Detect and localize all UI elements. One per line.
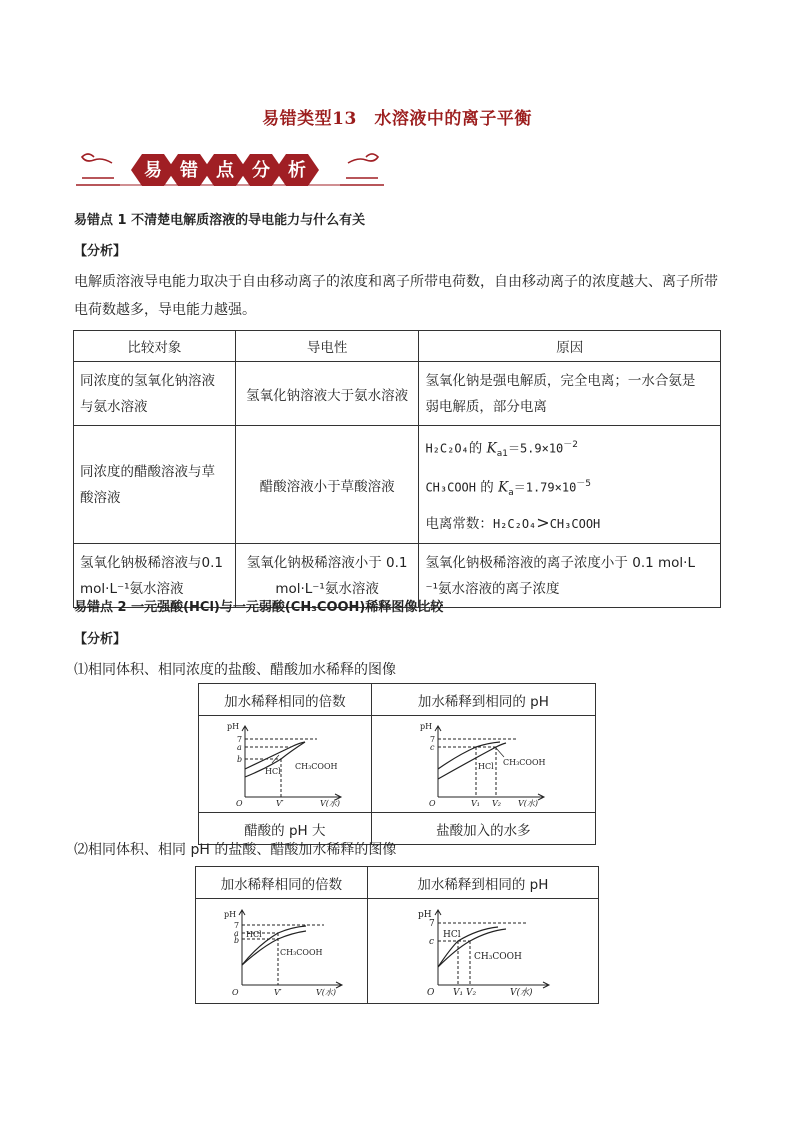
- dilution-table-1: [198, 683, 596, 845]
- ph-label: pH: [417, 910, 432, 920]
- table-header: 原因: [419, 331, 721, 362]
- table-cell: 盐酸加入的水多: [371, 813, 595, 845]
- point2-heading: 易错点 2 一元强酸(HCl)与一元弱酸(CH₃COOH)稀释图像比较: [74, 600, 444, 615]
- curve-label: HCl: [246, 930, 263, 939]
- table-row: [74, 362, 721, 426]
- value: ＝5.9×10: [507, 441, 564, 456]
- cell-text: 的: [476, 479, 499, 496]
- cell-line: 酸溶液: [80, 489, 121, 506]
- graph-same-ph-same-ph: [398, 901, 568, 997]
- table-header: 比较对象: [74, 331, 236, 362]
- k-subscript: a: [508, 488, 514, 499]
- tick-label: V₁: [452, 988, 463, 997]
- graph-same-ph-same-dilution: [206, 901, 356, 997]
- graph-cell: [199, 716, 372, 813]
- tick-label: c: [430, 743, 435, 752]
- tick-label: c: [428, 937, 434, 947]
- value: ＝1.79×10: [513, 480, 577, 495]
- banner-char: 点: [216, 160, 234, 181]
- origin-label: O: [232, 988, 239, 997]
- point1-heading: 易错点 1 不清楚电解质溶液的导电能力与什么有关: [74, 213, 366, 228]
- section-banner: [74, 145, 386, 195]
- curve-label: CH₃COOH: [473, 952, 522, 962]
- page-title: 易错类型13 水溶液中的离子平衡: [262, 109, 532, 129]
- cell-line: mol·L⁻¹氨水溶液: [275, 580, 379, 597]
- curve-label: HCl: [478, 762, 494, 771]
- cell-line: 氢氧化钠极稀溶液与0.1: [80, 554, 223, 571]
- axis-label: V(水): [316, 988, 337, 997]
- tick-label: 7: [430, 735, 436, 744]
- formula: H₂C₂O₄: [492, 517, 537, 532]
- origin-label: O: [429, 799, 436, 807]
- cell-line: mol·L⁻¹氨水溶液: [80, 580, 184, 597]
- cell-line: 弱电解质，部分电离: [425, 398, 547, 415]
- axis-label: V(水): [509, 988, 533, 997]
- cell-line: 与氨水溶液: [80, 398, 148, 415]
- table-header-row: [74, 331, 721, 362]
- table-header: 加水稀释相同的倍数: [199, 684, 372, 716]
- graph-same-conc-same-dilution: [215, 717, 355, 807]
- table-cell: [419, 544, 721, 608]
- table-header: 导电性: [235, 331, 419, 362]
- point1-analysis-label: 【分析】: [74, 244, 127, 259]
- tick-label: V₂: [465, 988, 476, 997]
- k-subscript: a1: [496, 449, 508, 460]
- paragraph-line: 电荷数越多，导电能力越强。: [74, 302, 256, 318]
- banner-char: 析: [288, 160, 306, 181]
- curve-label: HCl: [264, 767, 281, 776]
- origin-label: O: [235, 799, 243, 807]
- tick-label: V₁: [471, 799, 481, 807]
- cell-text: 的: [468, 440, 487, 457]
- graph-cell: [371, 716, 595, 813]
- tick-label: 7: [236, 735, 242, 744]
- k-symbol: K: [486, 440, 497, 457]
- cell-line: 同浓度的醋酸溶液与草: [80, 463, 215, 480]
- ph-label: pH: [420, 722, 433, 731]
- curve-label: HCl: [442, 930, 461, 940]
- table-cell: 氢氧化钠溶液大于氨水溶液: [235, 362, 419, 426]
- curve-label: CH₃COOH: [294, 762, 338, 771]
- cell-line: 氢氧化钠极稀溶液的离子浓度小于 0.1 mol·L: [425, 554, 695, 571]
- ka-line: [425, 469, 714, 508]
- table-cell: [419, 426, 721, 544]
- cell-line: 氢氧化钠是强电解质，完全电离；一水合氨是: [425, 372, 696, 389]
- tick-label: 7: [234, 921, 240, 930]
- exponent: －2: [563, 440, 579, 450]
- graph-cell: [196, 899, 368, 1004]
- table-cell: 醋酸溶液小于草酸溶液: [235, 426, 419, 544]
- ionization-line: [425, 508, 714, 539]
- tick-label: V′: [275, 799, 284, 807]
- exponent: －5: [576, 479, 592, 490]
- formula: CH₃COOH: [425, 480, 477, 495]
- ph-label: pH: [226, 722, 239, 731]
- subsection-1-title: ⑴相同体积、相同浓度的盐酸、醋酸加水稀释的图像: [74, 662, 396, 678]
- cell-text: 电离常数：: [425, 516, 493, 533]
- tick-label: a: [234, 929, 240, 938]
- tick-label: V′: [274, 988, 282, 997]
- cell-line: 同浓度的氢氧化钠溶液: [80, 372, 215, 389]
- point2-analysis-label: 【分析】: [74, 632, 127, 647]
- cell-line: ⁻¹氨水溶液的离子浓度: [425, 580, 560, 597]
- axis-label: V(水): [319, 799, 340, 807]
- table-cell: [419, 362, 721, 426]
- table-header: 加水稀释到相同的 pH: [367, 867, 598, 899]
- tick-label: b: [236, 755, 242, 764]
- table-header: 加水稀释相同的倍数: [196, 867, 368, 899]
- table-cell: 醋酸的 pH 大: [199, 813, 372, 845]
- graph-cell: [367, 899, 598, 1004]
- dilution-table-2: [195, 866, 599, 1004]
- banner-char: 易: [144, 160, 162, 181]
- table-cell: [74, 362, 236, 426]
- ka1-line: [425, 430, 714, 469]
- curve-label: CH₃COOH: [280, 948, 323, 957]
- graph-same-conc-same-ph: [408, 717, 558, 807]
- table-cell: [74, 426, 236, 544]
- subsection-2-title: ⑵相同体积、相同 pH 的盐酸、醋酸加水稀释的图像: [74, 842, 397, 858]
- greater-than: >: [536, 513, 550, 533]
- conductivity-table: [73, 330, 721, 608]
- paragraph-line: 电解质溶液导电能力取决于自由移动离子的浓度和离子所带电荷数，自由移动离子的浓度越大、离子所带: [74, 274, 718, 290]
- table-row: [74, 426, 721, 544]
- table-header: 加水稀释到相同的 pH: [371, 684, 595, 716]
- origin-label: O: [426, 988, 435, 997]
- tick-label: b: [234, 936, 240, 945]
- tick-label: V₂: [492, 799, 502, 807]
- banner-char: 错: [180, 160, 198, 181]
- axis-label: V(水): [518, 799, 539, 807]
- point1-paragraph: [74, 268, 734, 324]
- tick-label: a: [236, 743, 242, 752]
- tick-label: 7: [428, 919, 435, 929]
- curve-label: CH₃COOH: [503, 758, 546, 767]
- k-symbol: K: [498, 479, 509, 496]
- cell-line: 氢氧化钠极稀溶液小于 0.1: [246, 554, 408, 571]
- formula: H₂C₂O₄: [425, 441, 469, 456]
- ph-label: pH: [224, 910, 237, 919]
- banner-char: 分: [252, 160, 270, 181]
- formula: CH₃COOH: [549, 517, 601, 532]
